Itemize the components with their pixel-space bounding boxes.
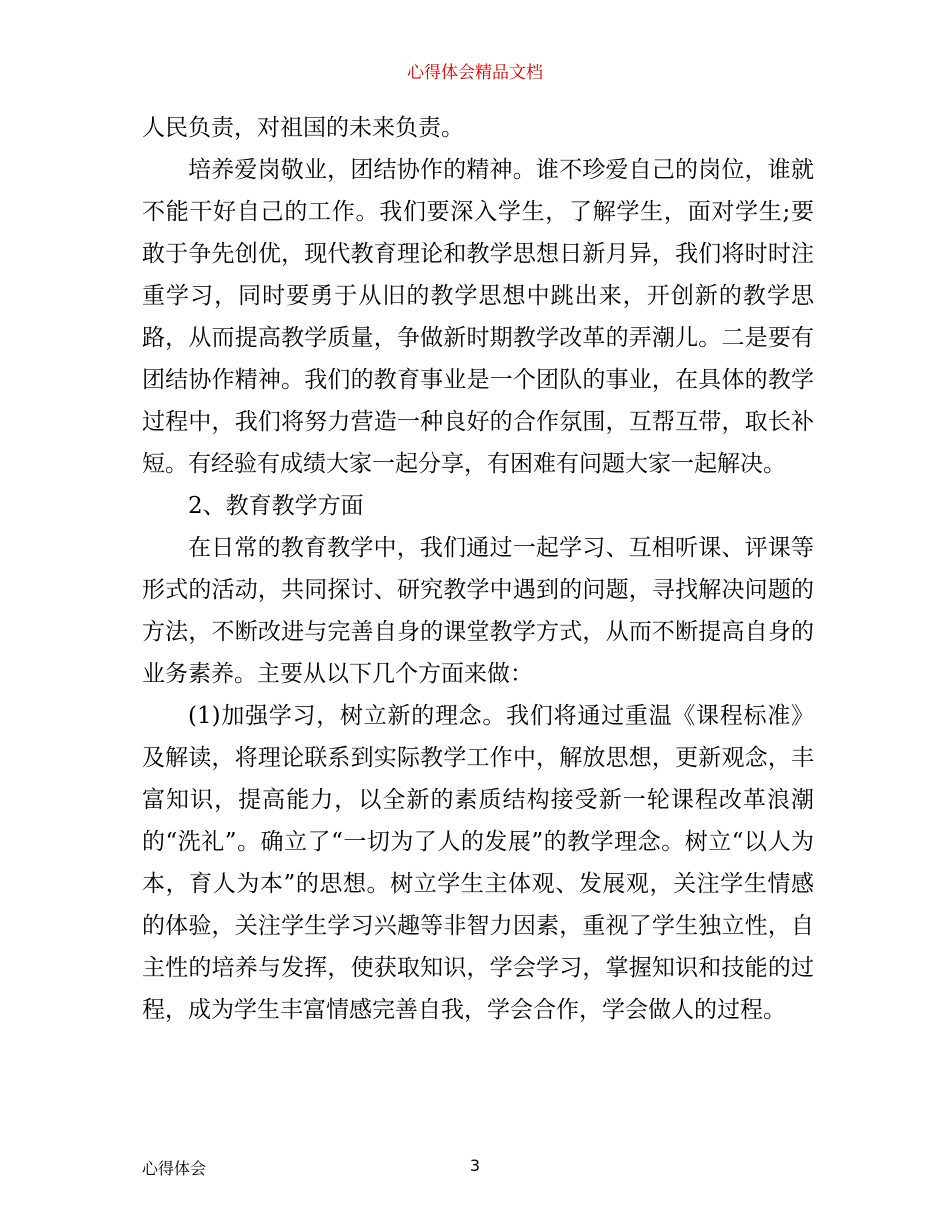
paragraph: (1)加强学习，树立新的理念。我们将通过重温《课程标准》及解读，将理论联系到实际教学工作中，解放思想，更新观念，丰富知识，提高能力，以全新的素质结构接受新一轮课程改革浪潮的“洗礼”。确立了“一切为了人的发展”的教学理念。树立“以人为本，育人为本”的思想。树立学生主体观、发展观，关注学生情感的体验，关注学生学习兴趣等非智力因素，重视了学生独立性，自主性的培养与发挥，使获取知识，学会学习，掌握知识和技能的过程，成为学生丰富情感完善自我，学会合作，学会做人的过程。 <box>142 703 814 1023</box>
paragraph: 培养爱岗敬业，团结协作的精神。谁不珍爱自己的岗位，谁就不能干好自己的工作。我们要深入学生，了解学生，面对学生;要敢于争先创优，现代教育理论和教学思想日新月异，我们将时时注重学习，同时要勇于从旧的教学思想中跳出来，开创新的教学思路，从而提高教学质量，争做新时期教学改革的弄潮儿。二是要有团结协作精神。我们的教育事业是一个团队的事业，在具体的教学过程中，我们将努力营造一种良好的合作氛围，互帮互带，取长补短。有经验有成绩大家一起分享，有困难有问题大家一起解决。 <box>142 157 814 477</box>
paragraph-continuation: 人民负责，对祖国的未来负责。 <box>142 115 464 141</box>
page-number: 3 <box>469 1156 481 1175</box>
paragraph: 在日常的教育教学中，我们通过一起学习、互相听课、评课等形式的活动，共同探讨、研究教学中遇到的问题，寻找解决问题的方法，不断改进与完善自身的课堂教学方式，从而不断提高自身的业务素养。主要从以下几个方面来做： <box>142 535 814 687</box>
page-header-title: 心得体会精品文档 <box>407 63 543 83</box>
section-heading: 2、教育教学方面 <box>188 493 364 519</box>
footer-label: 心得体会 <box>142 1159 207 1178</box>
document-body <box>142 107 814 1031</box>
